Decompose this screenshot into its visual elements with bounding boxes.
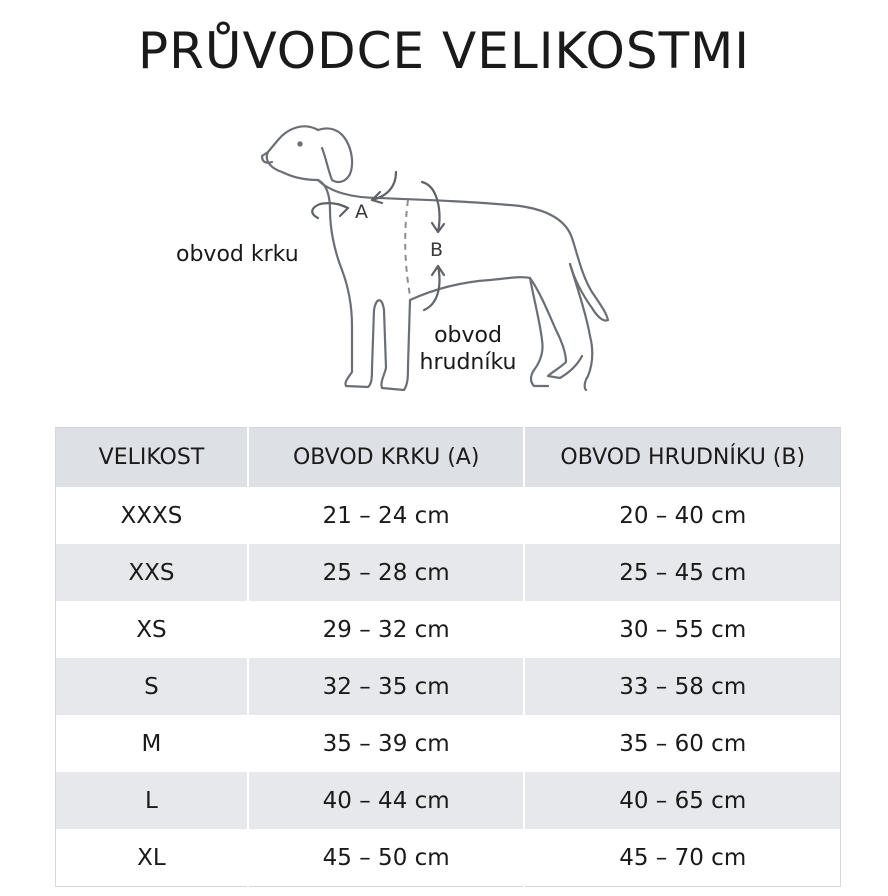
chest-label-line2: hrudníku <box>419 350 517 375</box>
table-row <box>56 829 841 887</box>
size-cell: S <box>56 658 248 715</box>
page-title: PRŮVODCE VELIKOSTMI <box>137 22 751 80</box>
dog-measurement-illustration <box>0 100 888 420</box>
size-table <box>55 427 841 887</box>
size-cell: L <box>56 772 248 829</box>
neck-cell: 40 – 44 cm <box>248 772 525 829</box>
marker-b-label: B <box>430 239 444 261</box>
marker-a-label: A <box>355 201 368 223</box>
header-neck: OBVOD KRKU (A) <box>248 428 525 488</box>
neck-cell: 45 – 50 cm <box>248 829 525 887</box>
table-row <box>56 772 841 829</box>
size-cell: XL <box>56 829 248 887</box>
size-cell: XS <box>56 601 248 658</box>
chest-cell: 45 – 70 cm <box>524 829 840 887</box>
chest-label-line1: obvod <box>434 323 502 348</box>
neck-circumference-label: obvod krku <box>176 242 299 267</box>
table-row <box>56 658 841 715</box>
chest-cell: 33 – 58 cm <box>524 658 840 715</box>
chest-cell: 35 – 60 cm <box>524 715 840 772</box>
table-row <box>56 487 841 544</box>
size-cell: XXXS <box>56 487 248 544</box>
header-size: VELIKOST <box>56 428 248 488</box>
chest-cell: 30 – 55 cm <box>524 601 840 658</box>
neck-cell: 21 – 24 cm <box>248 487 525 544</box>
chest-cell: 20 – 40 cm <box>524 487 840 544</box>
header-chest: OBVOD HRUDNÍKU (B) <box>524 428 840 488</box>
table-header-row <box>56 428 841 488</box>
neck-cell: 32 – 35 cm <box>248 658 525 715</box>
chest-cell: 25 – 45 cm <box>524 544 840 601</box>
size-cell: M <box>56 715 248 772</box>
table-row <box>56 544 841 601</box>
table-row <box>56 601 841 658</box>
neck-cell: 25 – 28 cm <box>248 544 525 601</box>
table-row <box>56 715 841 772</box>
chest-circumference-label <box>412 322 524 376</box>
neck-cell: 35 – 39 cm <box>248 715 525 772</box>
chest-cell: 40 – 65 cm <box>524 772 840 829</box>
size-cell: XXS <box>56 544 248 601</box>
neck-cell: 29 – 32 cm <box>248 601 525 658</box>
